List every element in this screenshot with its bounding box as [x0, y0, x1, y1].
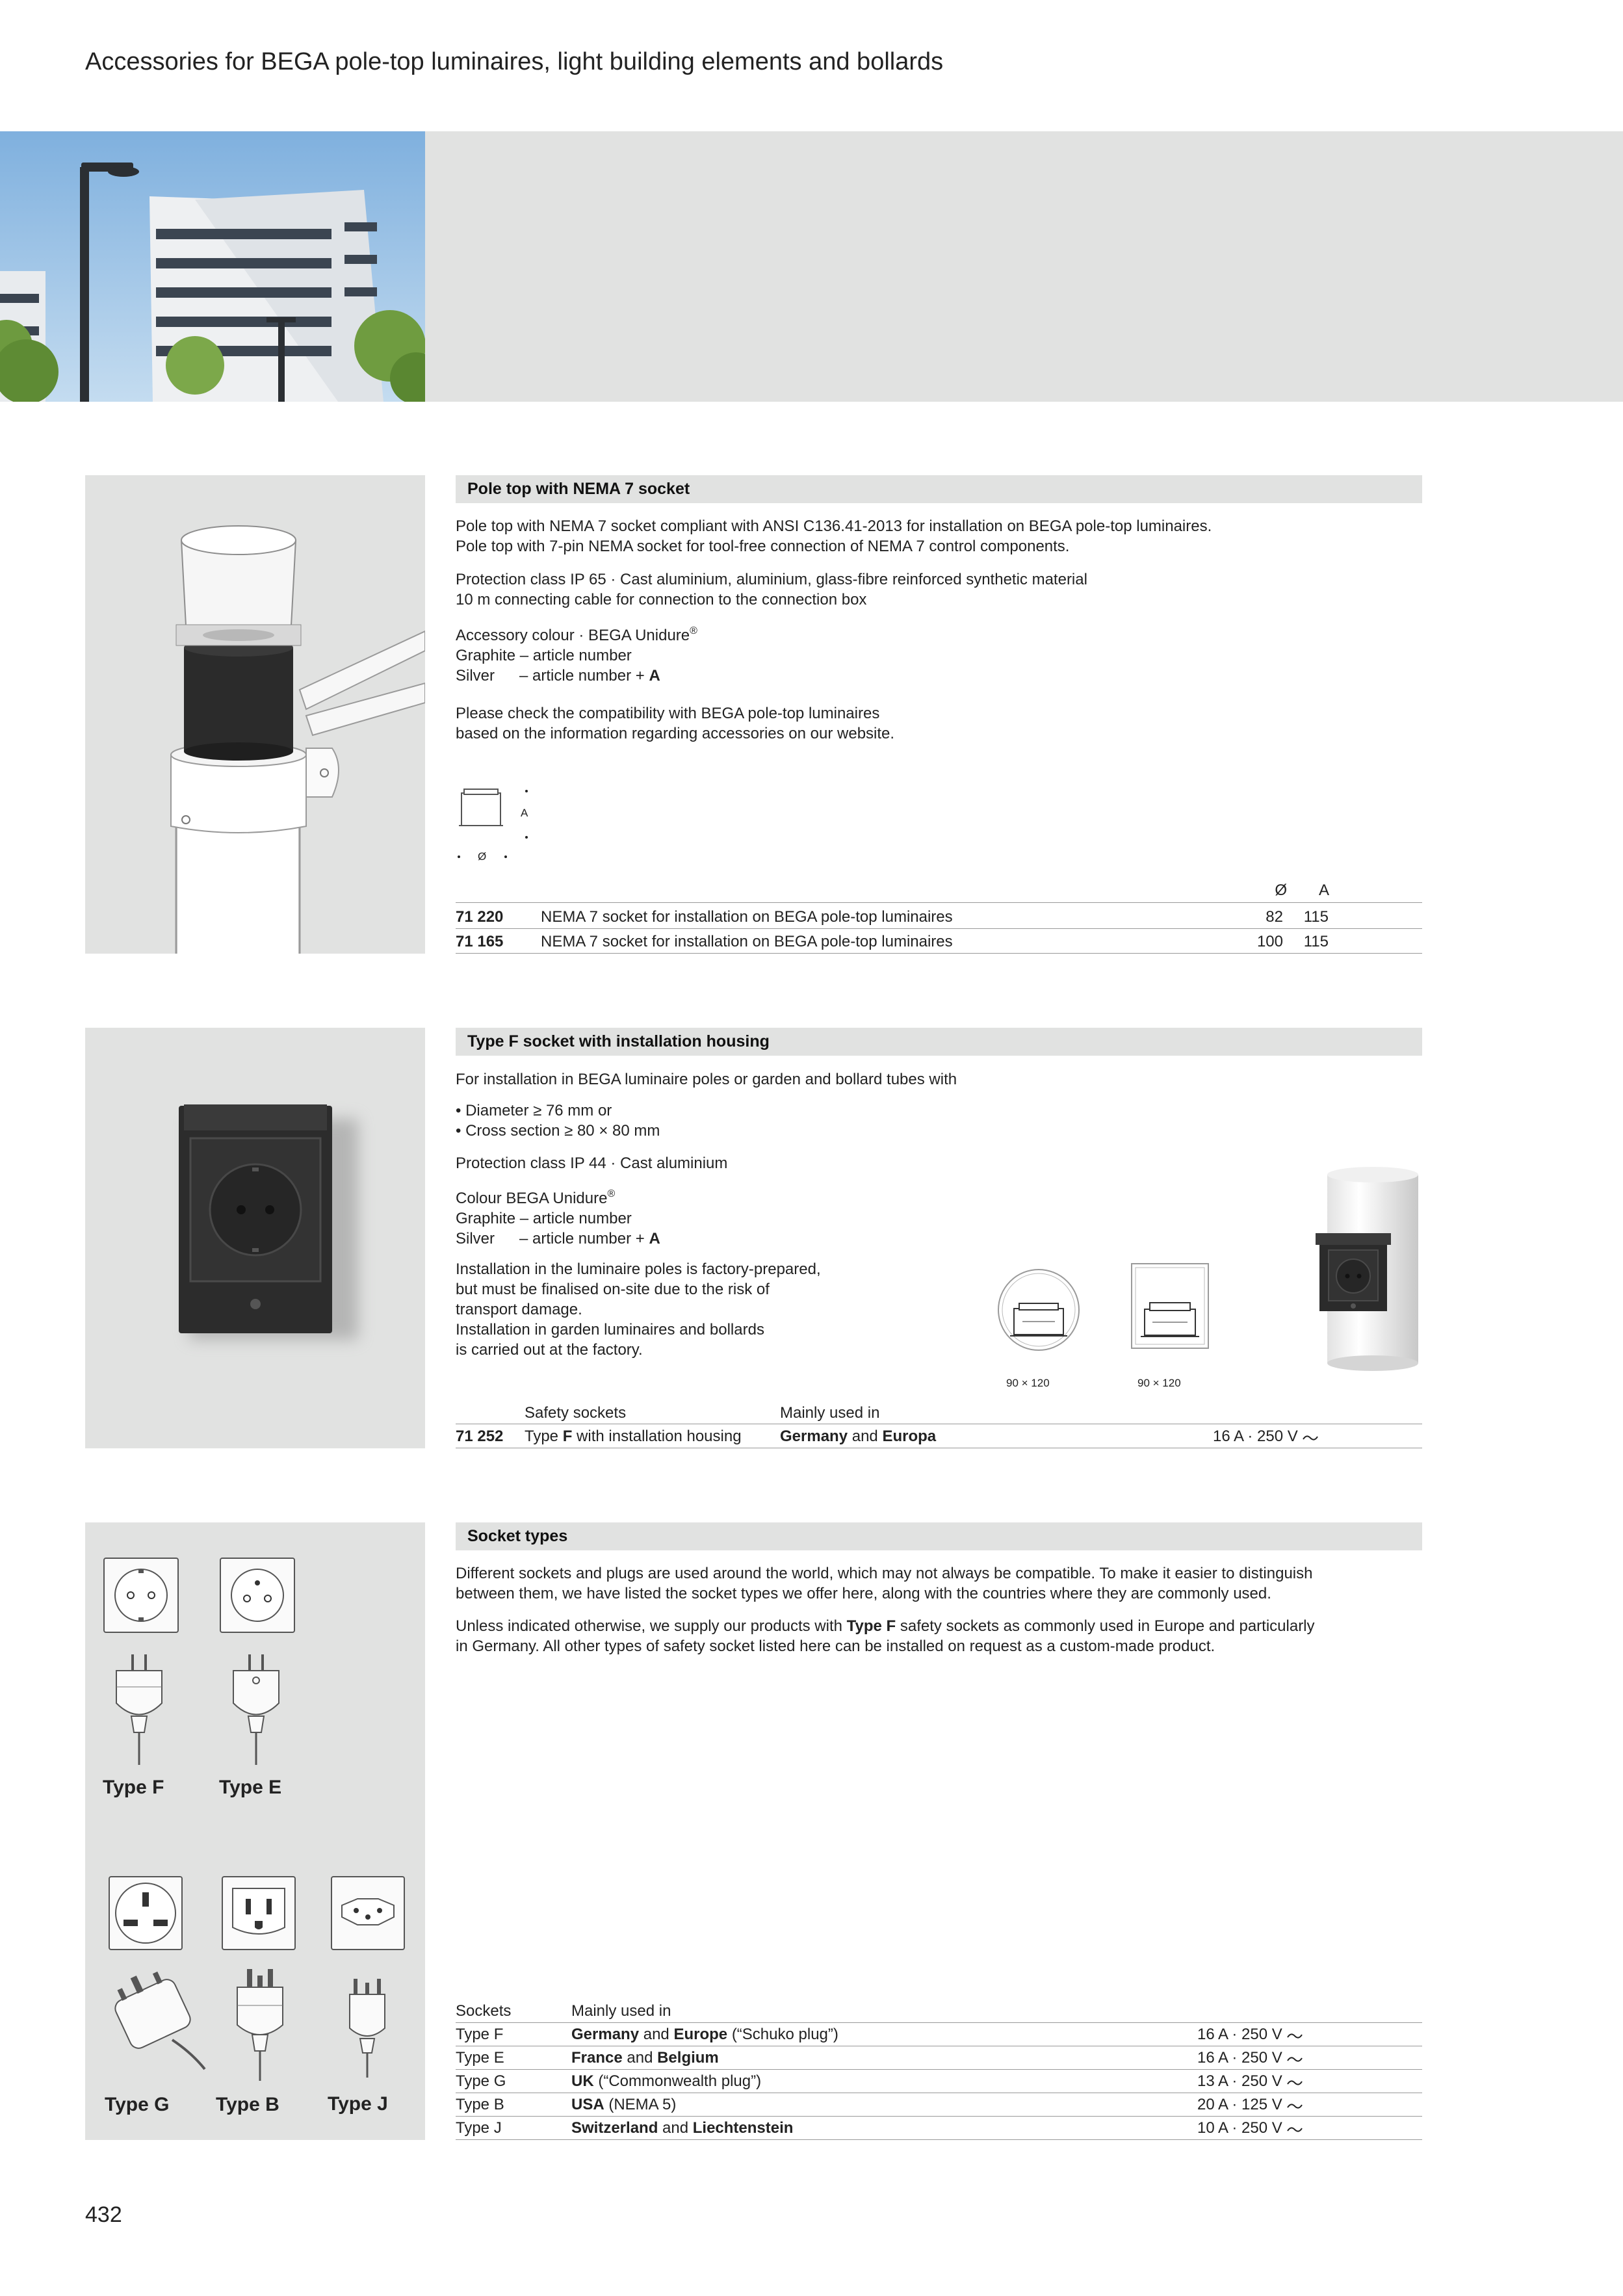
ac-symbol-icon	[1286, 2078, 1303, 2087]
typef-install-line2: but must be finalised on-site due to the risk of	[456, 1281, 770, 1298]
typef-product-image	[85, 1028, 425, 1448]
divider	[456, 928, 1422, 929]
typef-graphite: Graphite – article number	[456, 1210, 632, 1227]
mainly-used-in: Germany and Europa	[780, 1428, 937, 1445]
square-pole-drawing	[1128, 1261, 1212, 1372]
nema-graphite: Graphite – article number	[456, 647, 632, 664]
type-g-socket-icon	[108, 1875, 183, 1951]
mainly-used-in: USA (NEMA 5)	[571, 2096, 677, 2113]
nema-dim-a: A	[521, 807, 528, 819]
ac-symbol-icon	[1286, 2102, 1303, 2111]
typef-bullet-diameter: • Diameter ≥ 76 mm or	[456, 1102, 612, 1119]
typef-install	[456, 1259, 821, 1360]
typef-colour	[456, 1184, 660, 1249]
divider	[456, 2022, 1422, 2023]
nema-desc-line1: Pole top with NEMA 7 socket compliant with ANSI C136.41-2013 for installation on BEGA pole-top luminaires.	[456, 517, 1212, 535]
rating: 16 A · 250 V	[1213, 1426, 1319, 1446]
typef-col-sockets: Safety sockets	[525, 1404, 627, 1422]
type-j-socket-icon	[330, 1875, 406, 1951]
ac-symbol-icon	[1286, 2125, 1303, 2134]
hero-photo	[0, 131, 425, 402]
socket-type: Type J	[456, 2119, 502, 2137]
mainly-used-in: Switzerland and Liechtenstein	[571, 2119, 794, 2137]
socket-intro-line2: between them, we have listed the socket types we offer here, along with the countries where they are commonly used.	[456, 1585, 1271, 1602]
socket-supply-line1: Unless indicated otherwise, we supply our products with Type F safety sockets as commonly used in Europe and particularly	[456, 1617, 1315, 1635]
hero-banner	[425, 131, 1623, 402]
type-g-plug-icon	[107, 1968, 211, 2079]
type-g-label: Type G	[105, 2094, 170, 2115]
nema-material	[456, 569, 1087, 610]
nema-description	[456, 516, 1212, 556]
round-pole-drawing	[993, 1264, 1084, 1375]
nema-colour	[456, 621, 697, 686]
typef-colour-line: Colour BEGA Unidure®	[456, 1188, 616, 1207]
nema-dim-diameter: Ø	[478, 850, 487, 863]
page-number: 432	[85, 2202, 122, 2227]
socket-intro-line1: Different sockets and plugs are used around the world, which may not always be compatible. To make it easier to distinguish	[456, 1565, 1313, 1582]
socket-types-supply	[456, 1616, 1315, 1656]
sockets-col-used: Mainly used in	[571, 2002, 671, 2020]
type-f-plug-icon	[107, 1651, 172, 1768]
type-b-socket-icon	[221, 1875, 296, 1951]
diameter-value: 100	[1256, 933, 1283, 950]
socket-type: Type E	[456, 2049, 504, 2067]
section-title-nema: Pole top with NEMA 7 socket	[456, 475, 1422, 503]
square-pole-dimension: 90 × 120	[1137, 1377, 1181, 1389]
divider	[456, 2139, 1422, 2140]
a-value: 115	[1303, 908, 1329, 926]
nema-dimension-drawing	[455, 780, 533, 865]
article-description: NEMA 7 socket for installation on BEGA pole-top luminaires	[541, 908, 953, 926]
mainly-used-in: UK (“Commonwealth plug”)	[571, 2072, 762, 2090]
rating: 10 A · 250 V	[1197, 2118, 1303, 2138]
socket-type: Type B	[456, 2096, 504, 2113]
socket-types-intro	[456, 1563, 1313, 1604]
typef-install-line3: transport damage.	[456, 1301, 582, 1318]
nema-compat-line1: Please check the compatibility with BEGA pole-top luminaires	[456, 705, 880, 722]
type-b-label: Type B	[216, 2094, 279, 2115]
type-e-plug-icon	[224, 1651, 289, 1768]
nema-col-diameter: Ø	[1275, 881, 1287, 899]
nema-silver: Silver – article number + A	[456, 667, 660, 685]
mainly-used-in: France and Belgium	[571, 2049, 719, 2067]
diameter-value: 82	[1266, 908, 1283, 926]
divider	[456, 2069, 1422, 2070]
article-number: 71 165	[456, 933, 504, 950]
nema-cable: 10 m connecting cable for connection to the connection box	[456, 591, 867, 608]
page-title: Accessories for BEGA pole-top luminaires, light building elements and bollards	[85, 48, 944, 75]
type-f-label: Type F	[103, 1777, 164, 1798]
mainly-used-in: Germany and Europe (“Schuko plug”)	[571, 2026, 838, 2043]
divider	[456, 953, 1422, 954]
type-j-label: Type J	[328, 2093, 388, 2115]
type-b-plug-icon	[227, 1966, 292, 2083]
round-pole-dimension: 90 × 120	[1006, 1377, 1050, 1389]
typef-protection: Protection class IP 44 · Cast aluminium	[456, 1155, 728, 1172]
type-f-socket-icon	[103, 1557, 179, 1634]
typef-intro: For installation in BEGA luminaire poles or garden and bollard tubes with	[456, 1071, 957, 1088]
a-value: 115	[1303, 933, 1329, 950]
pole-socket-illustration	[1313, 1167, 1423, 1375]
nema-product-image	[85, 475, 425, 954]
typef-install-line5: is carried out at the factory.	[456, 1341, 643, 1359]
nema-desc-line2: Pole top with 7-pin NEMA socket for tool-free connection of NEMA 7 control components.	[456, 538, 1070, 555]
sockets-col-sockets: Sockets	[456, 2002, 512, 2020]
article-number: 71 252	[456, 1428, 504, 1445]
rating: 16 A · 250 V	[1197, 2024, 1303, 2044]
typef-install-line4: Installation in garden luminaires and bollards	[456, 1321, 764, 1338]
socket-supply-line2: in Germany. All other types of safety socket listed here can be installed on request as a custom-made product.	[456, 1637, 1215, 1655]
typef-col-used: Mainly used in	[780, 1404, 880, 1422]
rating: 16 A · 250 V	[1197, 2048, 1303, 2068]
divider	[456, 2116, 1422, 2117]
typef-bullet-cross-section: • Cross section ≥ 80 × 80 mm	[456, 1122, 660, 1140]
socket-type: Type G	[456, 2072, 506, 2090]
divider	[456, 902, 1422, 903]
typef-install-line1: Installation in the luminaire poles is factory-prepared,	[456, 1260, 821, 1278]
nema-compat-line2: based on the information regarding accessories on our website.	[456, 725, 895, 742]
type-j-plug-icon	[338, 1976, 396, 2080]
typef-bullets	[456, 1101, 660, 1141]
ac-symbol-icon	[1302, 1433, 1319, 1442]
article-description: NEMA 7 socket for installation on BEGA pole-top luminaires	[541, 933, 953, 950]
ac-symbol-icon	[1286, 2055, 1303, 2064]
ac-symbol-icon	[1286, 2031, 1303, 2041]
type-e-label: Type E	[219, 1777, 282, 1798]
nema-col-a: A	[1318, 881, 1329, 899]
rating: 20 A · 125 V	[1197, 2094, 1303, 2115]
article-number: 71 220	[456, 908, 504, 926]
nema-protection: Protection class IP 65 · Cast aluminium, aluminium, glass-fibre reinforced synthetic material	[456, 571, 1087, 588]
section-title-socket-types: Socket types	[456, 1522, 1422, 1550]
socket-type: Type F with installation housing	[525, 1428, 742, 1445]
section-title-typef: Type F socket with installation housing	[456, 1028, 1422, 1056]
socket-type: Type F	[456, 2026, 504, 2043]
rating: 13 A · 250 V	[1197, 2071, 1303, 2091]
nema-compat	[456, 703, 894, 744]
typef-silver: Silver – article number + A	[456, 1230, 660, 1247]
type-e-socket-icon	[219, 1557, 296, 1634]
nema-colour-line: Accessory colour · BEGA Unidure®	[456, 625, 697, 644]
